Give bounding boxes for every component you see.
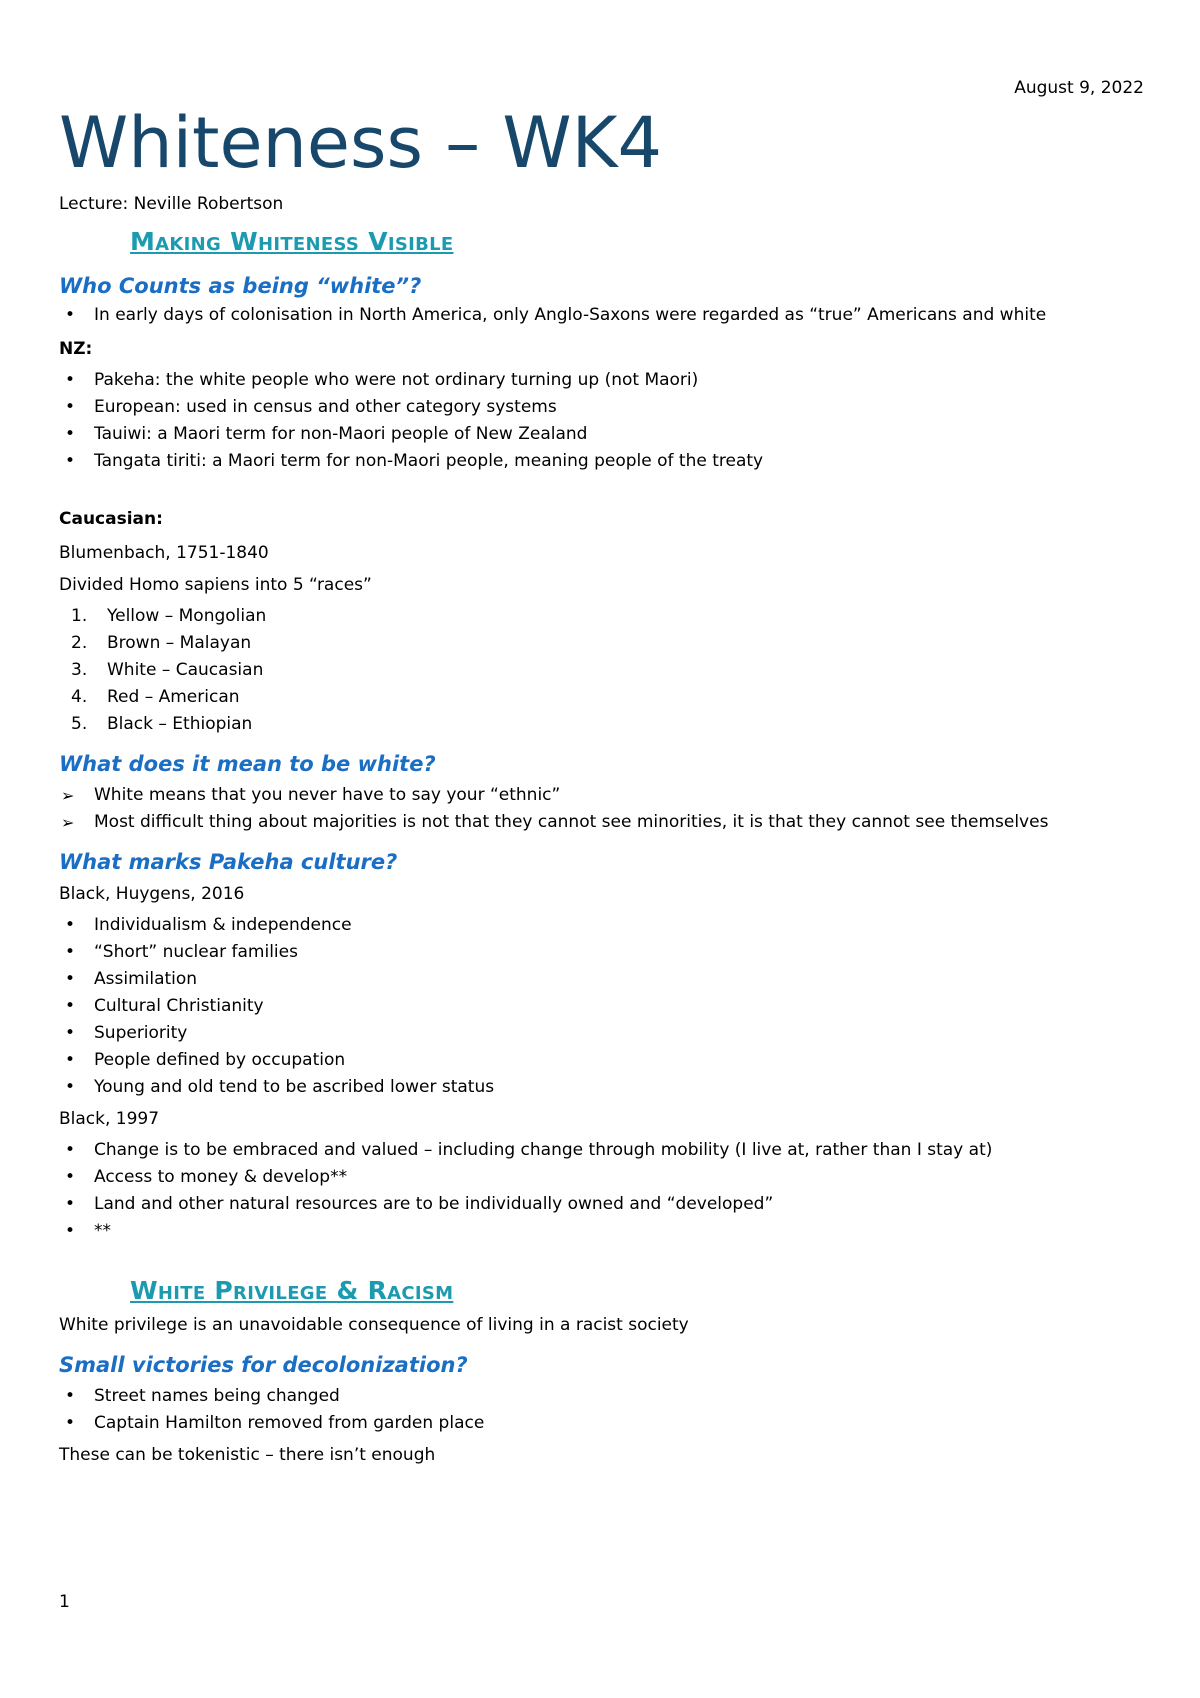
list-item: • Street names being changed xyxy=(59,1383,1139,1410)
list-item: • Land and other natural resources are to be individually owned and “developed” xyxy=(59,1191,1139,1218)
list-item: • “Short” nuclear families xyxy=(59,939,1139,966)
list-item: • Cultural Christianity xyxy=(59,993,1139,1020)
list-item: 4. Red – American xyxy=(71,687,240,707)
list-item: • Tangata tiriti: a Maori term for non-Maori people, meaning people of the treaty xyxy=(59,448,1139,475)
nz-list xyxy=(59,367,1139,475)
pakeha-list-1 xyxy=(59,912,1139,1101)
list-item: • Captain Hamilton removed from garden place xyxy=(59,1410,1139,1437)
list-item: 2. Brown – Malayan xyxy=(71,633,252,653)
pakeha-list-2 xyxy=(59,1137,1139,1245)
who-counts-list xyxy=(59,302,1139,329)
list-item: 1. Yellow – Mongolian xyxy=(71,606,267,626)
list-item: • Tauiwi: a Maori term for non-Maori people of New Zealand xyxy=(59,421,1139,448)
list-item: • Individualism & independence xyxy=(59,912,1139,939)
list-item: ➢ Most difficult thing about majorities is not that they cannot see minorities, it is that they cannot see themselves xyxy=(59,809,1139,836)
source-black-huygens: Black, Huygens, 2016 xyxy=(59,884,245,904)
list-item: • Access to money & develop** xyxy=(59,1164,1139,1191)
subheading-small-victories: Small victories for decolonization? xyxy=(59,1353,468,1377)
list-item: 3. White – Caucasian xyxy=(71,660,264,680)
list-item: • Superiority xyxy=(59,1020,1139,1047)
list-item: • Assimilation xyxy=(59,966,1139,993)
section-heading-making-whiteness-visible: Making Whiteness Visible xyxy=(130,227,454,256)
list-item: • In early days of colonisation in North America, only Anglo-Saxons were regarded as “true” Americans and white xyxy=(59,302,1139,329)
list-item: ➢ White means that you never have to say your “ethnic” xyxy=(59,782,1139,809)
lecture-line: Lecture: Neville Robertson xyxy=(59,194,284,214)
subheading-pakeha-culture: What marks Pakeha culture? xyxy=(59,850,398,874)
list-item: • ** xyxy=(59,1218,1139,1245)
list-item: • Pakeha: the white people who were not ordinary turning up (not Maori) xyxy=(59,367,1139,394)
page-title: Whiteness – WK4 xyxy=(59,102,663,184)
page-number: 1 xyxy=(59,1592,70,1612)
subheading-who-counts: Who Counts as being “white”? xyxy=(59,274,422,298)
section-heading-white-privilege: White Privilege & Racism xyxy=(130,1276,454,1305)
nz-label: NZ: xyxy=(59,339,93,359)
divided-text: Divided Homo sapiens into 5 “races” xyxy=(59,575,372,595)
blumenbach-source: Blumenbach, 1751-1840 xyxy=(59,543,269,563)
list-item: 5. Black – Ethiopian xyxy=(71,714,253,734)
white-privilege-intro: White privilege is an unavoidable consequence of living in a racist society xyxy=(59,1315,689,1335)
date: August 9, 2022 xyxy=(1014,78,1144,98)
list-item: • Young and old tend to be ascribed lower status xyxy=(59,1074,1139,1101)
caucasian-label: Caucasian: xyxy=(59,509,163,529)
victories-list xyxy=(59,1383,1139,1437)
races-list xyxy=(59,603,1139,738)
list-item: • Change is to be embraced and valued – including change through mobility (I live at, rather than I stay at) xyxy=(59,1137,1139,1164)
list-item: • People defined by occupation xyxy=(59,1047,1139,1074)
source-black-1997: Black, 1997 xyxy=(59,1109,160,1129)
mean-white-list xyxy=(59,782,1139,836)
document-body xyxy=(59,96,1139,1469)
list-item: • European: used in census and other category systems xyxy=(59,394,1139,421)
tokenistic-note: These can be tokenistic – there isn’t enough xyxy=(59,1445,436,1465)
subheading-what-does-it-mean: What does it mean to be white? xyxy=(59,752,436,776)
